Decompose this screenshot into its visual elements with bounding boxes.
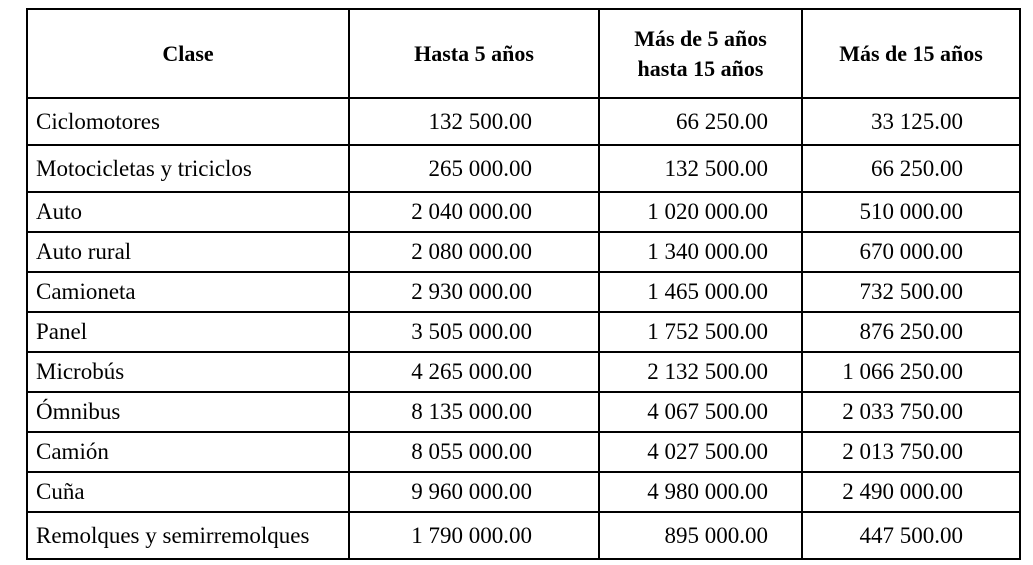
cell-mas-5: 895 000.00	[599, 512, 802, 559]
cell-clase: Camión	[27, 432, 349, 472]
cell-clase: Remolques y semirremolques	[27, 512, 349, 559]
cell-hasta-5: 2 040 000.00	[349, 192, 599, 232]
header-mas-de-15-anos: Más de 15 años	[802, 9, 1020, 98]
cell-mas-5: 4 067 500.00	[599, 392, 802, 432]
cell-mas-15: 33 125.00	[802, 98, 1020, 145]
cell-clase: Motocicletas y triciclos	[27, 145, 349, 192]
cell-hasta-5: 132 500.00	[349, 98, 599, 145]
cell-hasta-5: 3 505 000.00	[349, 312, 599, 352]
cell-mas-5: 1 020 000.00	[599, 192, 802, 232]
cell-mas-15: 2 490 000.00	[802, 472, 1020, 512]
header-row	[27, 9, 1020, 98]
table-row	[27, 512, 1020, 559]
cell-clase: Microbús	[27, 352, 349, 392]
cell-hasta-5: 1 790 000.00	[349, 512, 599, 559]
cell-mas-5: 2 132 500.00	[599, 352, 802, 392]
cell-mas-15: 66 250.00	[802, 145, 1020, 192]
table-row	[27, 272, 1020, 312]
header-hasta-5-anos: Hasta 5 años	[349, 9, 599, 98]
table-row	[27, 472, 1020, 512]
cell-mas-5: 1 752 500.00	[599, 312, 802, 352]
cell-mas-15: 2 033 750.00	[802, 392, 1020, 432]
cell-clase: Ciclomotores	[27, 98, 349, 145]
cell-mas-5: 1 465 000.00	[599, 272, 802, 312]
cell-clase: Auto rural	[27, 232, 349, 272]
cell-clase: Ómnibus	[27, 392, 349, 432]
table-row	[27, 312, 1020, 352]
cell-hasta-5: 8 135 000.00	[349, 392, 599, 432]
cell-mas-5: 1 340 000.00	[599, 232, 802, 272]
cell-hasta-5: 4 265 000.00	[349, 352, 599, 392]
table-row	[27, 192, 1020, 232]
cell-hasta-5: 9 960 000.00	[349, 472, 599, 512]
cell-clase: Camioneta	[27, 272, 349, 312]
cell-mas-15: 670 000.00	[802, 232, 1020, 272]
cell-mas-5: 4 980 000.00	[599, 472, 802, 512]
cell-mas-15: 2 013 750.00	[802, 432, 1020, 472]
table-row	[27, 352, 1020, 392]
table-row	[27, 392, 1020, 432]
cell-mas-15: 732 500.00	[802, 272, 1020, 312]
cell-clase: Cuña	[27, 472, 349, 512]
table-row	[27, 232, 1020, 272]
vehicle-value-table	[26, 8, 1021, 560]
header-mas-de-5-line2: hasta 15 años	[637, 55, 764, 81]
header-mas-de-5-line1: Más de 5 años	[634, 25, 767, 51]
cell-mas-15: 1 066 250.00	[802, 352, 1020, 392]
cell-mas-15: 876 250.00	[802, 312, 1020, 352]
cell-mas-5: 66 250.00	[599, 98, 802, 145]
header-clase: Clase	[27, 9, 349, 98]
table-row	[27, 98, 1020, 145]
cell-hasta-5: 2 930 000.00	[349, 272, 599, 312]
cell-hasta-5: 265 000.00	[349, 145, 599, 192]
cell-mas-5: 132 500.00	[599, 145, 802, 192]
cell-mas-15: 510 000.00	[802, 192, 1020, 232]
cell-mas-15: 447 500.00	[802, 512, 1020, 559]
cell-clase: Auto	[27, 192, 349, 232]
cell-hasta-5: 8 055 000.00	[349, 432, 599, 472]
cell-clase: Panel	[27, 312, 349, 352]
table-row	[27, 432, 1020, 472]
table-row	[27, 145, 1020, 192]
cell-hasta-5: 2 080 000.00	[349, 232, 599, 272]
header-mas-de-5-hasta-15-anos	[599, 9, 802, 98]
cell-mas-5: 4 027 500.00	[599, 432, 802, 472]
